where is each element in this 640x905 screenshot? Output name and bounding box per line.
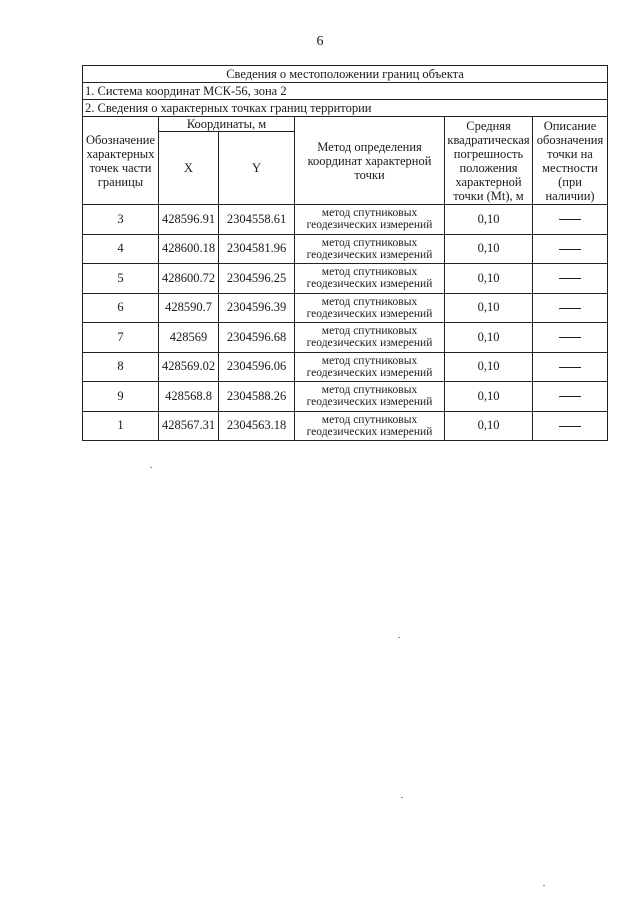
y-coordinate-cell: 2304581.96 xyxy=(219,234,295,264)
y-coordinate-cell: 2304596.68 xyxy=(219,323,295,353)
table-row xyxy=(83,352,608,382)
point-cell: 5 xyxy=(83,264,159,294)
header-y: Y xyxy=(219,132,295,205)
y-coordinate-cell: 2304588.26 xyxy=(219,382,295,412)
method-cell: метод спутниковых геодезических измерений xyxy=(295,234,445,264)
dash-mark xyxy=(559,396,581,397)
coordinate-system: 1. Система координат МСК-56, зона 2 xyxy=(83,83,608,100)
description-cell xyxy=(533,234,608,264)
section-title: 2. Сведения о характерных точках границ территории xyxy=(83,100,608,117)
header-method: Метод определения координат характерной точки xyxy=(295,117,445,205)
table-row xyxy=(83,293,608,323)
scan-speck xyxy=(398,637,400,638)
method-cell: метод спутниковых геодезических измерений xyxy=(295,205,445,235)
method-cell: метод спутниковых геодезических измерений xyxy=(295,264,445,294)
description-cell xyxy=(533,264,608,294)
point-cell: 4 xyxy=(83,234,159,264)
x-coordinate-cell: 428600.72 xyxy=(159,264,219,294)
table-row xyxy=(83,323,608,353)
dash-mark xyxy=(559,367,581,368)
description-cell xyxy=(533,382,608,412)
method-cell: метод спутниковых геодезических измерений xyxy=(295,411,445,441)
y-coordinate-cell: 2304596.06 xyxy=(219,352,295,382)
table-row xyxy=(83,234,608,264)
header-coordinates: Координаты, м xyxy=(159,117,295,132)
error-cell: 0,10 xyxy=(445,352,533,382)
point-cell: 8 xyxy=(83,352,159,382)
x-coordinate-cell: 428568.8 xyxy=(159,382,219,412)
dash-mark xyxy=(559,426,581,427)
x-coordinate-cell: 428590.7 xyxy=(159,293,219,323)
x-coordinate-cell: 428600.18 xyxy=(159,234,219,264)
table-row xyxy=(83,205,608,235)
method-cell: метод спутниковых геодезических измерений xyxy=(295,352,445,382)
dash-mark xyxy=(559,308,581,309)
scan-speck xyxy=(150,467,152,468)
method-cell: метод спутниковых геодезических измерений xyxy=(295,293,445,323)
y-coordinate-cell: 2304558.61 xyxy=(219,205,295,235)
header-designation: Обозначение характерных точек части границы xyxy=(83,117,159,205)
point-cell: 7 xyxy=(83,323,159,353)
description-cell xyxy=(533,323,608,353)
header-x: X xyxy=(159,132,219,205)
error-cell: 0,10 xyxy=(445,293,533,323)
table-row xyxy=(83,382,608,412)
table-row xyxy=(83,411,608,441)
header-error: Средняя квадратическая погрешность положения характерной точки (Mt), м xyxy=(445,117,533,205)
dash-mark xyxy=(559,249,581,250)
table-row xyxy=(83,264,608,294)
header-description: Описание обозначения точки на местности (при наличии) xyxy=(533,117,608,205)
dash-mark xyxy=(559,219,581,220)
scan-speck xyxy=(543,885,545,886)
description-cell xyxy=(533,205,608,235)
error-cell: 0,10 xyxy=(445,411,533,441)
error-cell: 0,10 xyxy=(445,323,533,353)
description-cell xyxy=(533,293,608,323)
x-coordinate-cell: 428596.91 xyxy=(159,205,219,235)
dash-mark xyxy=(559,337,581,338)
point-cell: 9 xyxy=(83,382,159,412)
x-coordinate-cell: 428569.02 xyxy=(159,352,219,382)
x-coordinate-cell: 428567.31 xyxy=(159,411,219,441)
x-coordinate-cell: 428569 xyxy=(159,323,219,353)
error-cell: 0,10 xyxy=(445,234,533,264)
boundary-coordinates-table xyxy=(82,65,608,441)
dash-mark xyxy=(559,278,581,279)
page-number: 6 xyxy=(316,34,324,49)
y-coordinate-cell: 2304596.25 xyxy=(219,264,295,294)
method-cell: метод спутниковых геодезических измерений xyxy=(295,382,445,412)
point-cell: 3 xyxy=(83,205,159,235)
description-cell xyxy=(533,352,608,382)
scan-speck xyxy=(401,797,403,798)
y-coordinate-cell: 2304596.39 xyxy=(219,293,295,323)
description-cell xyxy=(533,411,608,441)
method-cell: метод спутниковых геодезических измерений xyxy=(295,323,445,353)
table-title: Сведения о местоположении границ объекта xyxy=(83,66,608,83)
y-coordinate-cell: 2304563.18 xyxy=(219,411,295,441)
point-cell: 6 xyxy=(83,293,159,323)
error-cell: 0,10 xyxy=(445,382,533,412)
error-cell: 0,10 xyxy=(445,264,533,294)
point-cell: 1 xyxy=(83,411,159,441)
error-cell: 0,10 xyxy=(445,205,533,235)
